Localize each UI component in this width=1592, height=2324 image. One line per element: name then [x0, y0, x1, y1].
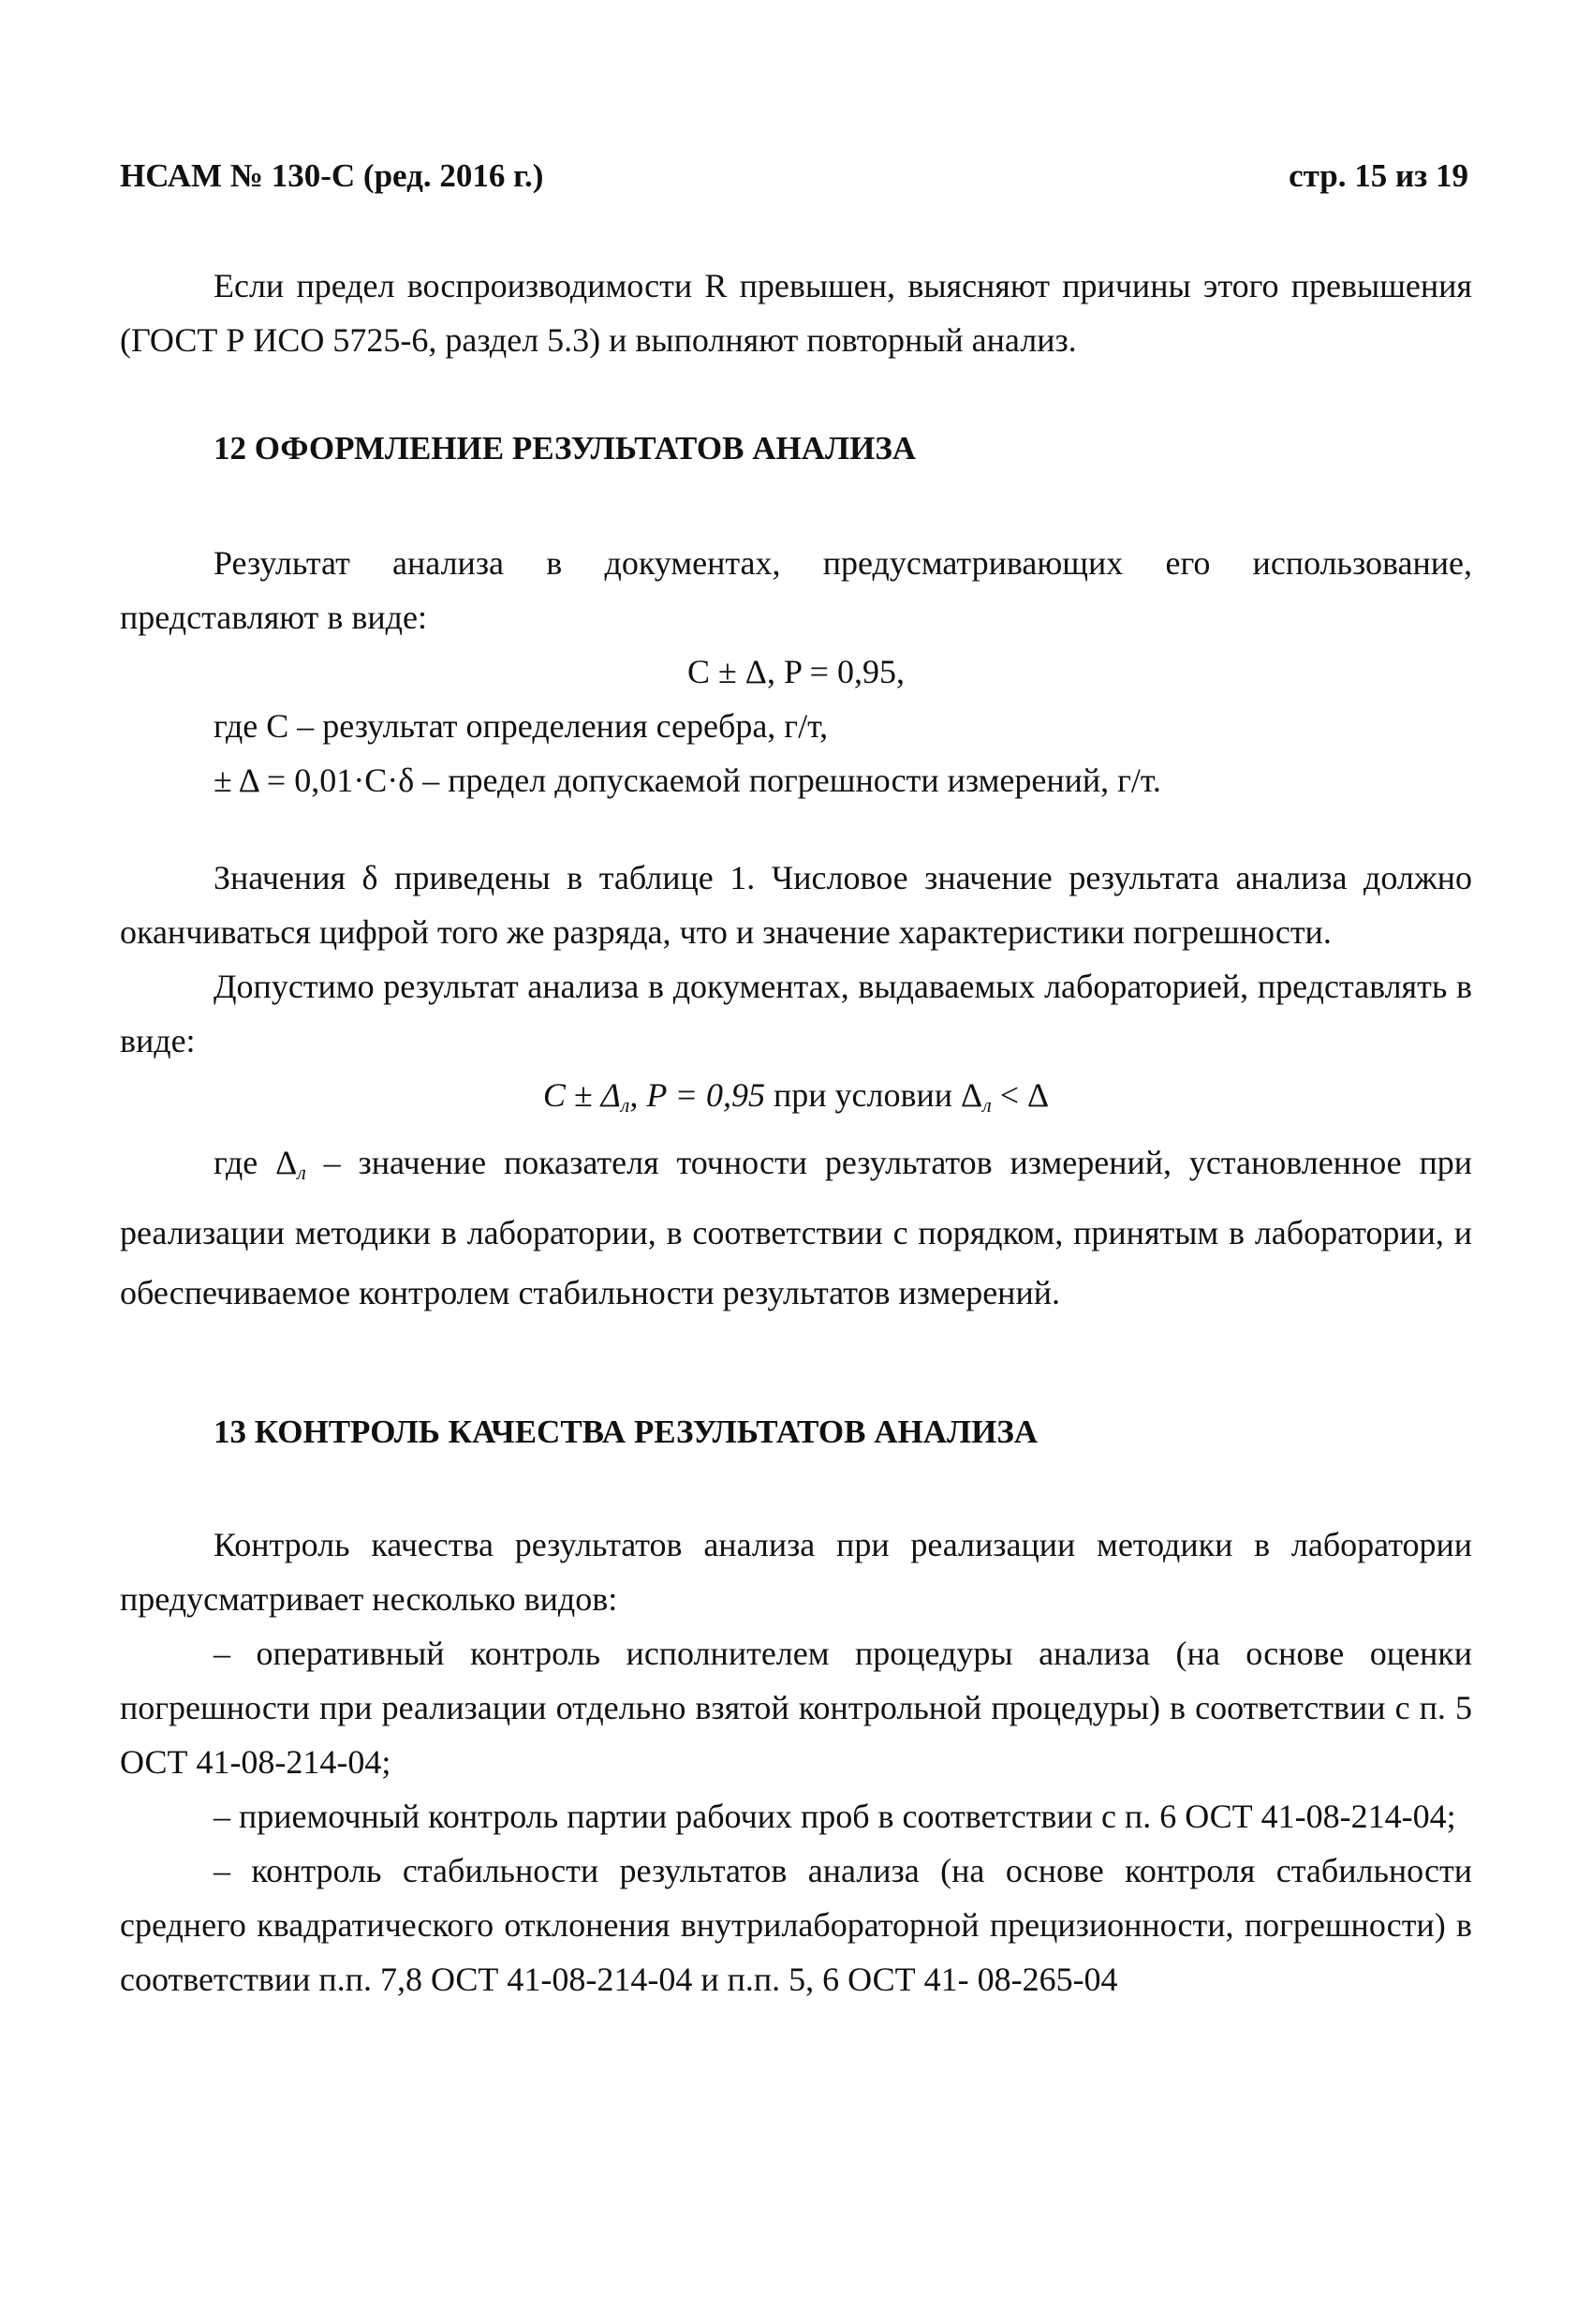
delta-definition-line: ± Δ = 0,01·C·δ – предел допускаемой погрешности измерений, г/т.: [214, 762, 1161, 799]
result-intro-paragraph: Результат анализа в документах, предусматривающих его использование, представляют в виде:: [120, 544, 1472, 636]
where-delta-lab-text: – значение показателя точности результатов измерений, установленное при реализации методики в лаборатории, в соответствии с порядком, принятым в лаборатории, и обеспечиваемое контролем стабильности результатов измерений.: [120, 1144, 1472, 1311]
section-13: [120, 1405, 1472, 1459]
section-12-body: [120, 536, 1472, 807]
where-c-line: где С – результат определения серебра, г/т,: [214, 707, 829, 745]
quality-control-intro: Контроль качества результатов анализа при реализации методики в лаборатории предусматривает несколько видов:: [120, 1526, 1472, 1618]
control-item-acceptance: – приемочный контроль партии рабочих проб в соответствии с п. 6 ОСТ 41-08-214-04;: [214, 1798, 1456, 1835]
lab-formula: [120, 1068, 1472, 1132]
section-12-body-2: [120, 851, 1472, 1323]
delta-values-paragraph: Значения δ приведены в таблице 1. Числовое значение результата анализа должно оканчиваться цифрой того же разряда, что и значение характеристики погрешности.: [120, 859, 1472, 951]
lab-formula-condition: при условии Δ: [764, 1076, 983, 1114]
result-formula: С ± Δ, P = 0,95,: [687, 653, 905, 690]
reproducibility-paragraph: Если предел воспроизводимости R превышен, выясняют причины этого превышения (ГОСТ Р ИСО 5725-6, раздел 5.3) и выполняют повторный анализ.: [120, 267, 1472, 359]
lab-formula-main: C ± Δ: [542, 1076, 621, 1114]
lab-formula-sub: л: [620, 1093, 630, 1117]
lab-formula-end: < Δ: [991, 1076, 1050, 1114]
section-12: [120, 422, 1472, 476]
page-header: [120, 157, 1468, 195]
page-number: стр. 15 из 19: [1289, 157, 1468, 194]
where-delta-lab-pre: где Δ: [214, 1144, 298, 1181]
allowed-representation-paragraph: Допустимо результат анализа в документах, выдаваемых лабораторией, представлять в виде:: [120, 968, 1472, 1059]
section-12-title: 12 ОФОРМЛЕНИЕ РЕЗУЛЬТАТОВ АНАЛИЗА: [214, 430, 917, 466]
section-13-title: 13 КОНТРОЛЬ КАЧЕСТВА РЕЗУЛЬТАТОВ АНАЛИЗА: [214, 1414, 1039, 1450]
where-delta-lab-sub: л: [297, 1161, 306, 1184]
section-13-body: [120, 1517, 1472, 2006]
control-item-operational: – оперативный контроль исполнителем процедуры анализа (на основе оценки погрешности при реализации отдельно взятой контрольной процедуры) в соответствии с п. 5 ОСТ 41-08-214-04;: [120, 1635, 1472, 1781]
control-item-stability: – контроль стабильности результатов анализа (на основе контроля стабильности среднего квадратического отклонения внутрилабораторной прецизионности, погрешности) в соответствии п.п. 7,8 ОСТ 41-08-214-04 и п.п. 5, 6 ОСТ 41- 08-265-04: [120, 1852, 1472, 1998]
document-id: НСАМ № 130-С (ред. 2016 г.): [120, 157, 544, 194]
lab-formula-condition-sub: л: [982, 1093, 992, 1117]
lab-formula-p: , P = 0,95: [629, 1076, 765, 1114]
where-delta-lab-paragraph: [120, 1132, 1472, 1323]
reproducibility-paragraph-block: [120, 259, 1472, 367]
